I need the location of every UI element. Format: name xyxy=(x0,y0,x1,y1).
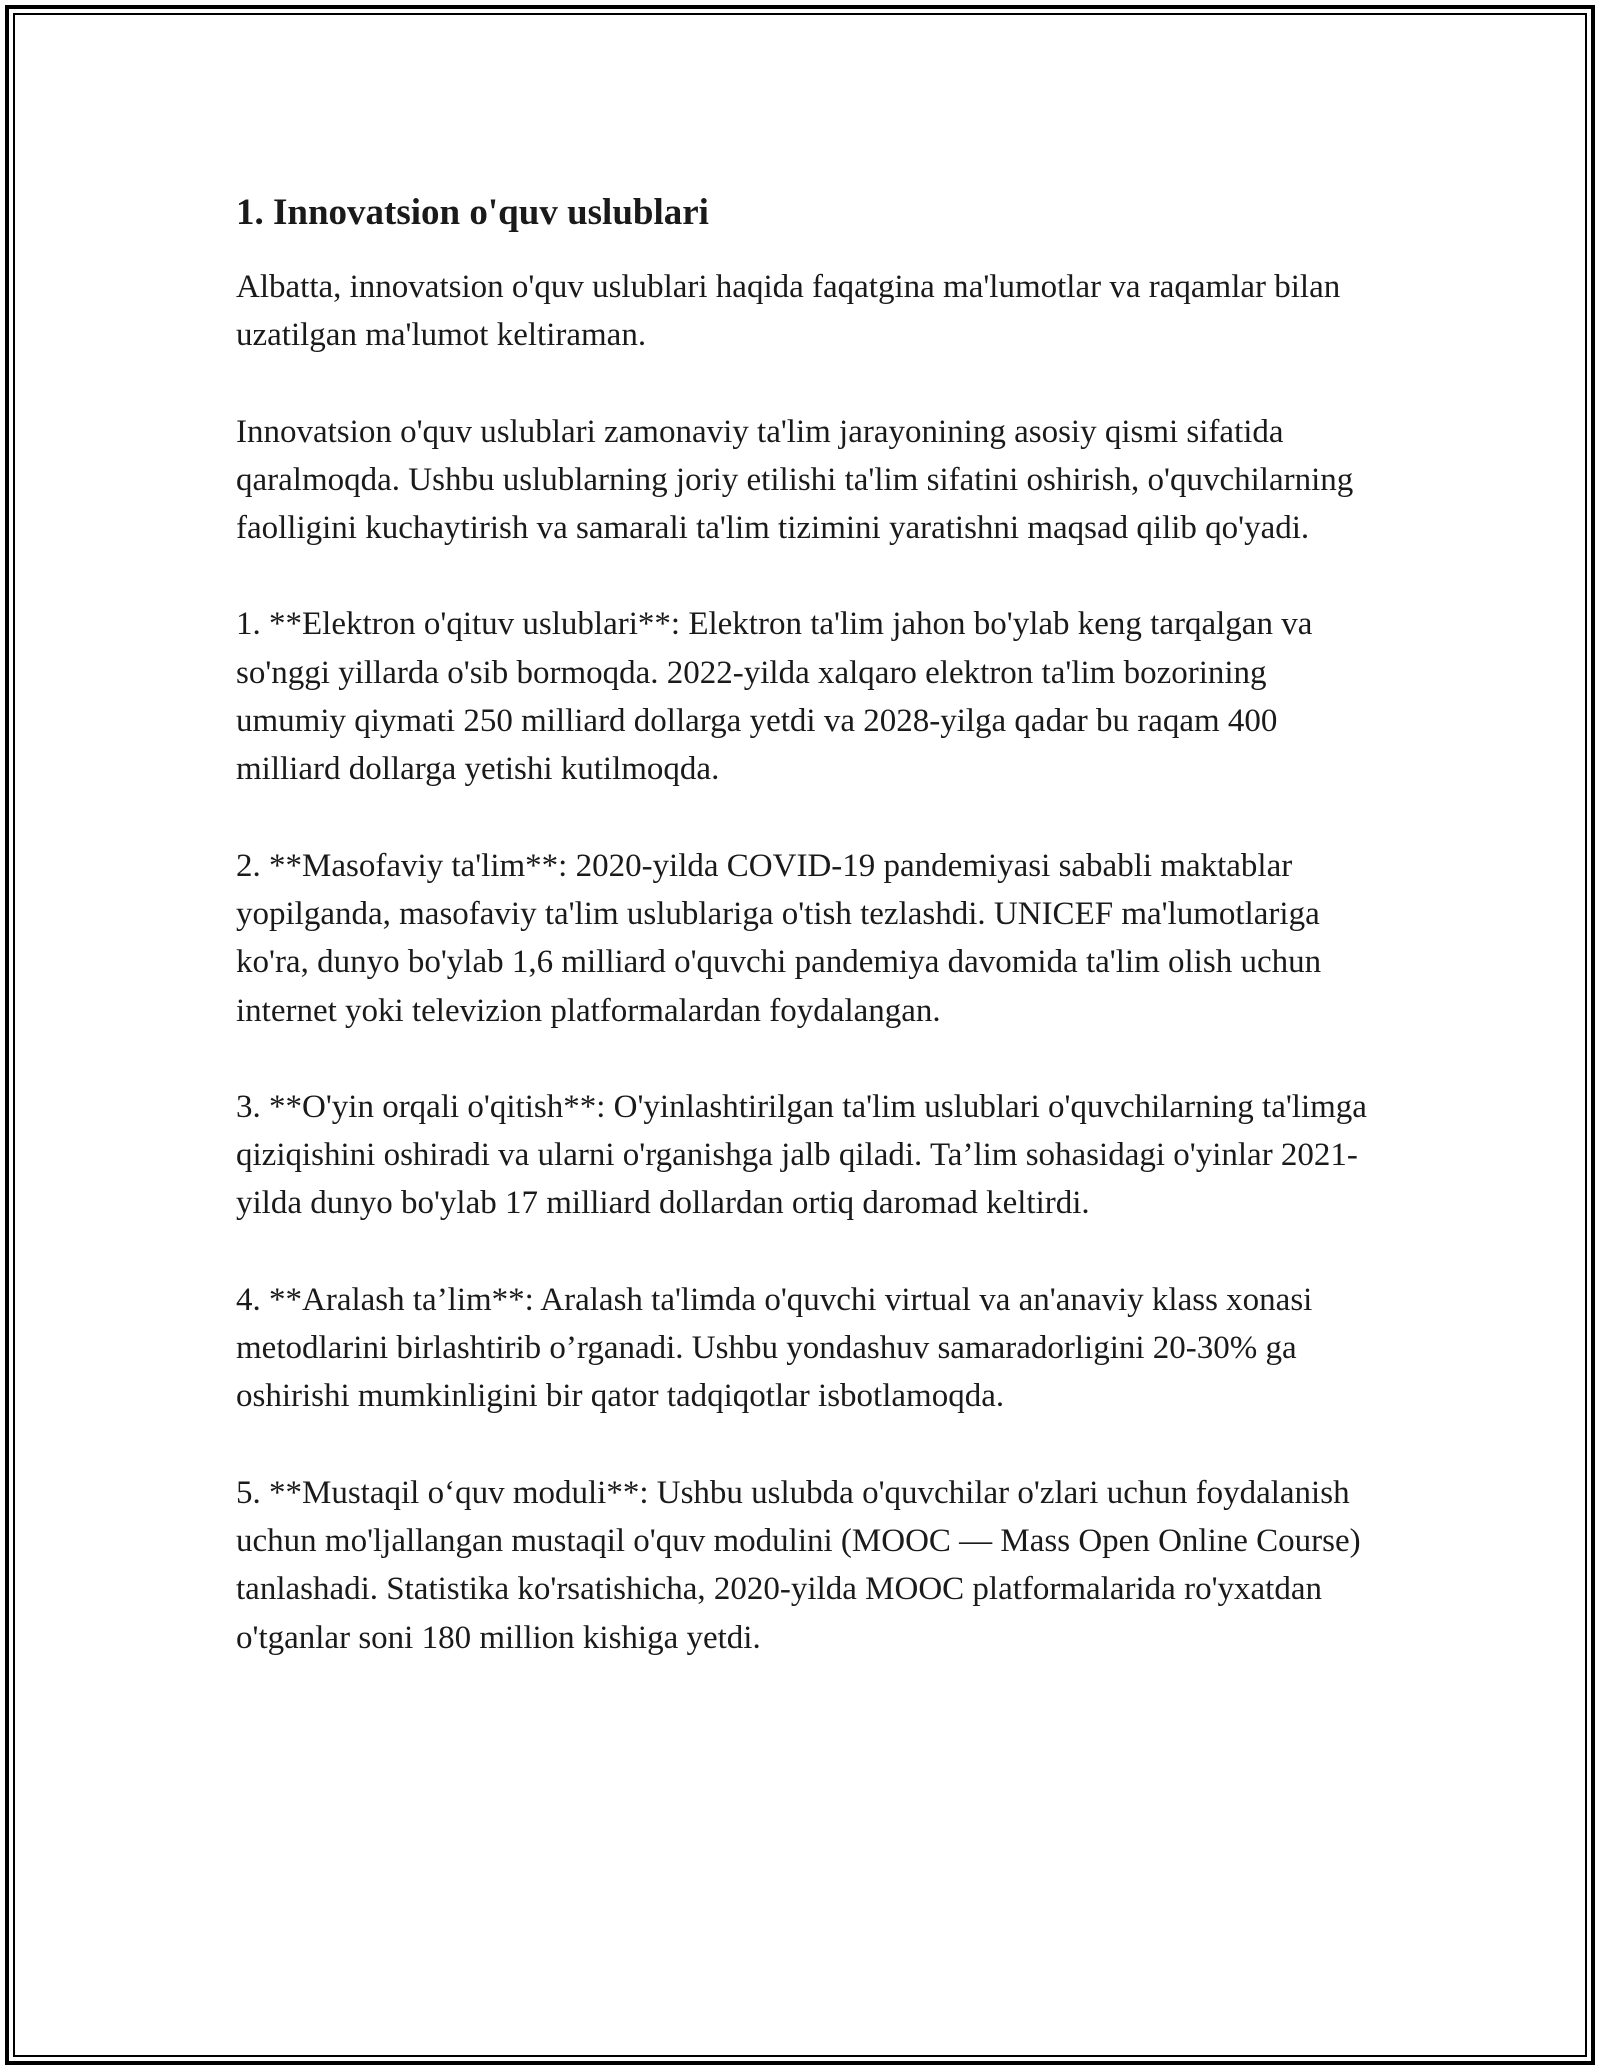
item-blended-learning: 4. **Aralash ta’lim**: Aralash ta'limda o'quvchi virtual va an'anaviy klass xonasi metodlarini birlashtirib o’rganadi. Ushbu yondashuv samaradorligini 20-30% ga oshirishi mumkinligini bir qator tadqiqotlar isbotlamoqda. xyxy=(236,1281,1313,1415)
section-heading: 1. Innovatsion o'quv uslublari xyxy=(236,192,709,233)
item-distance-learning: 2. **Masofaviy ta'lim**: 2020-yilda COVID-19 pandemiyasi sababli maktablar yopilganda, masofaviy ta'lim uslublariga o'tish tezlashdi. UNICEF ma'lumotlariga ko'ra, dunyo bo'ylab 1,6 milliard o'quvchi pandemiya davomida ta'lim olish uchun internet yoki televizion platformalardan foydalangan. xyxy=(236,847,1322,1029)
intro-paragraph: Albatta, innovatsion o'quv uslublari haqida faqatgina ma'lumotlar va raqamlar bilan uzatilgan ma'lumot keltiraman. xyxy=(236,269,1341,354)
document-body xyxy=(236,188,1376,1710)
item-self-study-module: 5. **Mustaqil o‘quv moduli**: Ushbu uslubda o'quvchilar o'zlari uchun foydalanish uchun mo'ljallangan mustaqil o'quv modulini (MOOC — Mass Open Online Course) tanlashadi. Statistika ko'rsatishicha, 2020-yilda MOOC platformalarida ro'yxatdan o'tganlar soni 180 million kishiga yetdi. xyxy=(236,1474,1361,1656)
item-electronic-learning: 1. **Elektron o'qituv uslublari**: Elektron ta'lim jahon bo'ylab keng tarqalgan va so'nggi yillarda o'sib bormoqda. 2022-yilda xalqaro elektron ta'lim bozorining umumiy qiymati 250 milliard dollarga yetdi va 2028-yilga qadar bu raqam 400 milliard dollarga yetishi kutilmoqda. xyxy=(236,606,1313,788)
overview-paragraph: Innovatsion o'quv uslublari zamonaviy ta'lim jarayonining asosiy qismi sifatida qaralmoqda. Ushbu uslublarning joriy etilishi ta'lim sifatini oshirish, o'quvchilarning faolligini kuchaytirish va samarali ta'lim tizimini yaratishni maqsad qilib qo'yadi. xyxy=(236,413,1354,547)
item-game-based-learning: 3. **O'yin orqali o'qitish**: O'yinlashtirilgan ta'lim uslublari o'quvchilarning ta'limga qiziqishini oshiradi va ularni o'rganishga jalb qiladi. Ta’lim sohasidagi o'yinlar 2021-yilda dunyo bo'ylab 17 milliard dollardan ortiq daromad keltirdi. xyxy=(236,1088,1367,1222)
